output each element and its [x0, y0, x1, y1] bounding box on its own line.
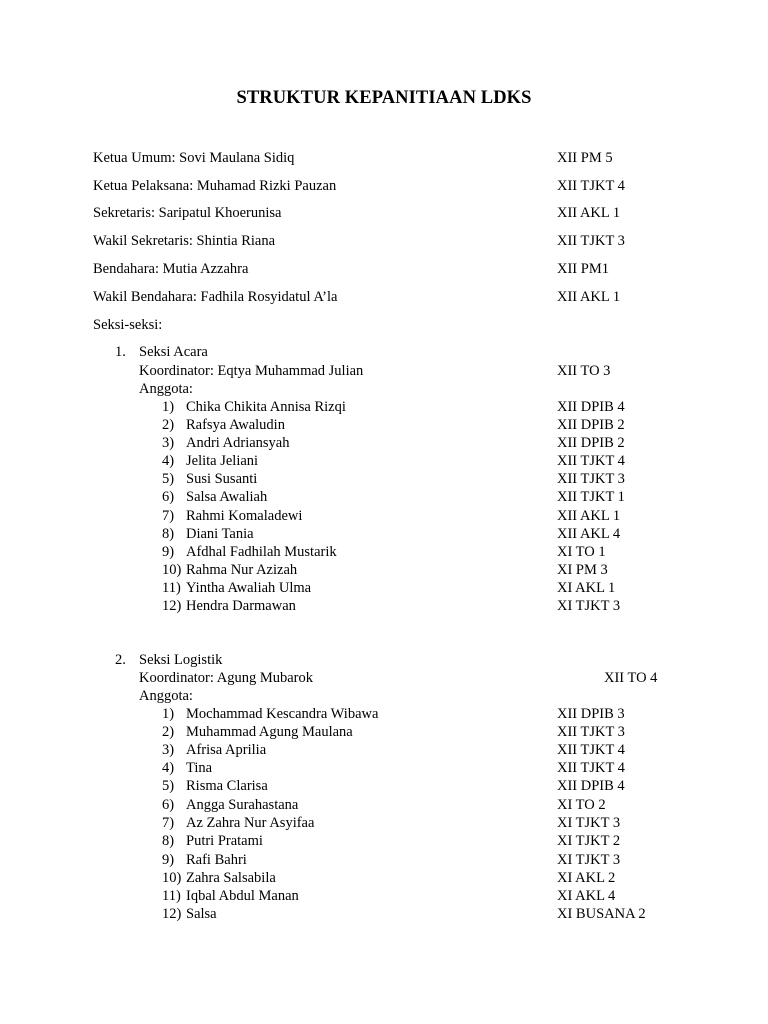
- member-number: 5): [162, 471, 175, 487]
- member-class: XII DPIB 3: [557, 706, 625, 722]
- member-number: 11): [162, 888, 181, 904]
- member-row: [0, 560, 768, 580]
- member-name: Jelita Jeliani: [186, 453, 259, 469]
- member-name: Rahmi Komaladewi: [186, 508, 303, 524]
- coordinator-label: Koordinator: Agung Mubarok: [139, 670, 313, 686]
- member-name: Yintha Awaliah Ulma: [186, 580, 312, 596]
- member-row: [0, 487, 768, 507]
- section-name: Seksi Acara: [139, 344, 208, 360]
- member-number: 3): [162, 435, 175, 451]
- member-class: XII TJKT 4: [557, 742, 625, 758]
- member-class: XII TJKT 4: [557, 453, 625, 469]
- section-coordinator: [0, 361, 768, 381]
- leader-class: XII AKL 1: [557, 205, 621, 221]
- member-name: Salsa Awaliah: [186, 489, 268, 505]
- member-name: Az Zahra Nur Asyifaa: [186, 815, 315, 831]
- member-number: 9): [162, 544, 175, 560]
- member-number: 1): [162, 399, 175, 415]
- leader-label: Bendahara: Mutia Azzahra: [93, 261, 249, 277]
- member-name: Rafi Bahri: [186, 852, 247, 868]
- member-name: Angga Surahastana: [186, 797, 299, 813]
- member-name: Muhammad Agung Maulana: [186, 724, 353, 740]
- leader-row-ketua-umum: [0, 148, 768, 168]
- member-row: [0, 451, 768, 471]
- member-row: [0, 776, 768, 796]
- member-class: XII DPIB 4: [557, 778, 625, 794]
- leader-class: XII TJKT 3: [557, 233, 625, 249]
- member-class: XI TJKT 3: [557, 815, 621, 831]
- leader-label: Ketua Pelaksana: Muhamad Rizki Pauzan: [93, 178, 337, 194]
- leader-row-ketua-pelaksana: [0, 176, 768, 196]
- member-class: XII DPIB 2: [557, 417, 625, 433]
- document-title: STRUKTUR KEPANITIAAN LDKS: [236, 88, 532, 108]
- member-row: [0, 704, 768, 724]
- member-row: [0, 397, 768, 417]
- member-class: XI AKL 2: [557, 870, 616, 886]
- member-name: Tina: [186, 760, 213, 776]
- member-number: 1): [162, 706, 175, 722]
- member-row: [0, 831, 768, 851]
- member-row: [0, 542, 768, 562]
- leader-label: Wakil Sekretaris: Shintia Riana: [93, 233, 276, 249]
- member-row: [0, 904, 768, 924]
- section-number: 2.: [115, 652, 126, 668]
- coordinator-class: XII TO 3: [557, 363, 611, 379]
- member-class: XII TJKT 4: [557, 760, 625, 776]
- member-row: [0, 740, 768, 760]
- member-number: 12): [162, 598, 182, 614]
- member-number: 6): [162, 489, 175, 505]
- member-row: [0, 886, 768, 906]
- member-class: XII TJKT 3: [557, 471, 625, 487]
- member-class: XI TO 1: [557, 544, 606, 560]
- member-class: XII DPIB 2: [557, 435, 625, 451]
- leader-label: Wakil Bendahara: Fadhila Rosyidatul A’la: [93, 289, 338, 305]
- section-members-heading: [0, 686, 768, 706]
- sections-label: Seksi-seksi:: [93, 317, 163, 333]
- member-name: Rafsya Awaludin: [186, 417, 285, 433]
- member-name: Putri Pratami: [186, 833, 263, 849]
- member-number: 3): [162, 742, 175, 758]
- leader-class: XII PM1: [557, 261, 609, 277]
- member-name: Zahra Salsabila: [186, 870, 276, 886]
- member-row: [0, 524, 768, 544]
- section-number: 1.: [115, 344, 126, 360]
- leader-class: XII TJKT 4: [557, 178, 625, 194]
- member-number: 10): [162, 870, 182, 886]
- members-label: Anggota:: [139, 688, 193, 704]
- member-class: XI TJKT 3: [557, 852, 621, 868]
- member-name: Chika Chikita Annisa Rizqi: [186, 399, 346, 415]
- member-number: 5): [162, 778, 175, 794]
- section-members-heading: [0, 379, 768, 399]
- member-class: XII AKL 4: [557, 526, 621, 542]
- member-row: [0, 433, 768, 453]
- member-row: [0, 795, 768, 815]
- member-class: XI PM 3: [557, 562, 608, 578]
- leader-class: XII PM 5: [557, 150, 613, 166]
- member-number: 11): [162, 580, 181, 596]
- member-number: 7): [162, 815, 175, 831]
- member-row: [0, 850, 768, 870]
- leader-label: Ketua Umum: Sovi Maulana Sidiq: [93, 150, 295, 166]
- member-class: XII TJKT 3: [557, 724, 625, 740]
- member-number: 8): [162, 526, 175, 542]
- member-name: Mochammad Kescandra Wibawa: [186, 706, 379, 722]
- member-number: 7): [162, 508, 175, 524]
- member-row: [0, 596, 768, 616]
- coordinator-class: XII TO 4: [604, 670, 658, 686]
- member-row: [0, 415, 768, 435]
- member-name: Salsa: [186, 906, 217, 922]
- member-row: [0, 722, 768, 742]
- member-class: XII DPIB 4: [557, 399, 625, 415]
- member-name: Afdhal Fadhilah Mustarik: [186, 544, 337, 560]
- member-number: 10): [162, 562, 182, 578]
- member-number: 4): [162, 760, 175, 776]
- member-row: [0, 578, 768, 598]
- leader-row-sekretaris: [0, 203, 768, 223]
- leader-row-bendahara: [0, 259, 768, 279]
- member-class: XI AKL 1: [557, 580, 616, 596]
- section-header-acara: [0, 342, 768, 362]
- member-row: [0, 469, 768, 489]
- member-class: XI TO 2: [557, 797, 606, 813]
- member-name: Risma Clarisa: [186, 778, 268, 794]
- member-number: 2): [162, 724, 175, 740]
- section-header-logistik: [0, 650, 768, 670]
- member-number: 8): [162, 833, 175, 849]
- member-class: XII TJKT 1: [557, 489, 625, 505]
- member-class: XI BUSANA 2: [557, 906, 646, 922]
- member-number: 12): [162, 906, 182, 922]
- member-number: 2): [162, 417, 175, 433]
- sections-heading: [0, 315, 768, 335]
- member-name: Hendra Darmawan: [186, 598, 296, 614]
- member-name: Afrisa Aprilia: [186, 742, 267, 758]
- section-name: Seksi Logistik: [139, 652, 223, 668]
- member-name: Iqbal Abdul Manan: [186, 888, 299, 904]
- member-row: [0, 813, 768, 833]
- members-label: Anggota:: [139, 381, 193, 397]
- coordinator-label: Koordinator: Eqtya Muhammad Julian: [139, 363, 364, 379]
- member-number: 4): [162, 453, 175, 469]
- leader-row-wakil-bendahara: [0, 287, 768, 307]
- member-number: 6): [162, 797, 175, 813]
- member-name: Diani Tania: [186, 526, 254, 542]
- member-class: XI TJKT 3: [557, 598, 621, 614]
- member-name: Susi Susanti: [186, 471, 258, 487]
- member-name: Rahma Nur Azizah: [186, 562, 298, 578]
- leader-class: XII AKL 1: [557, 289, 621, 305]
- member-row: [0, 868, 768, 888]
- section-coordinator: [0, 668, 768, 688]
- leader-row-wakil-sekretaris: [0, 231, 768, 251]
- member-number: 9): [162, 852, 175, 868]
- member-class: XI TJKT 2: [557, 833, 621, 849]
- member-row: [0, 506, 768, 526]
- leader-label: Sekretaris: Saripatul Khoerunisa: [93, 205, 282, 221]
- member-class: XII AKL 1: [557, 508, 621, 524]
- member-class: XI AKL 4: [557, 888, 616, 904]
- member-name: Andri Adriansyah: [186, 435, 290, 451]
- member-row: [0, 758, 768, 778]
